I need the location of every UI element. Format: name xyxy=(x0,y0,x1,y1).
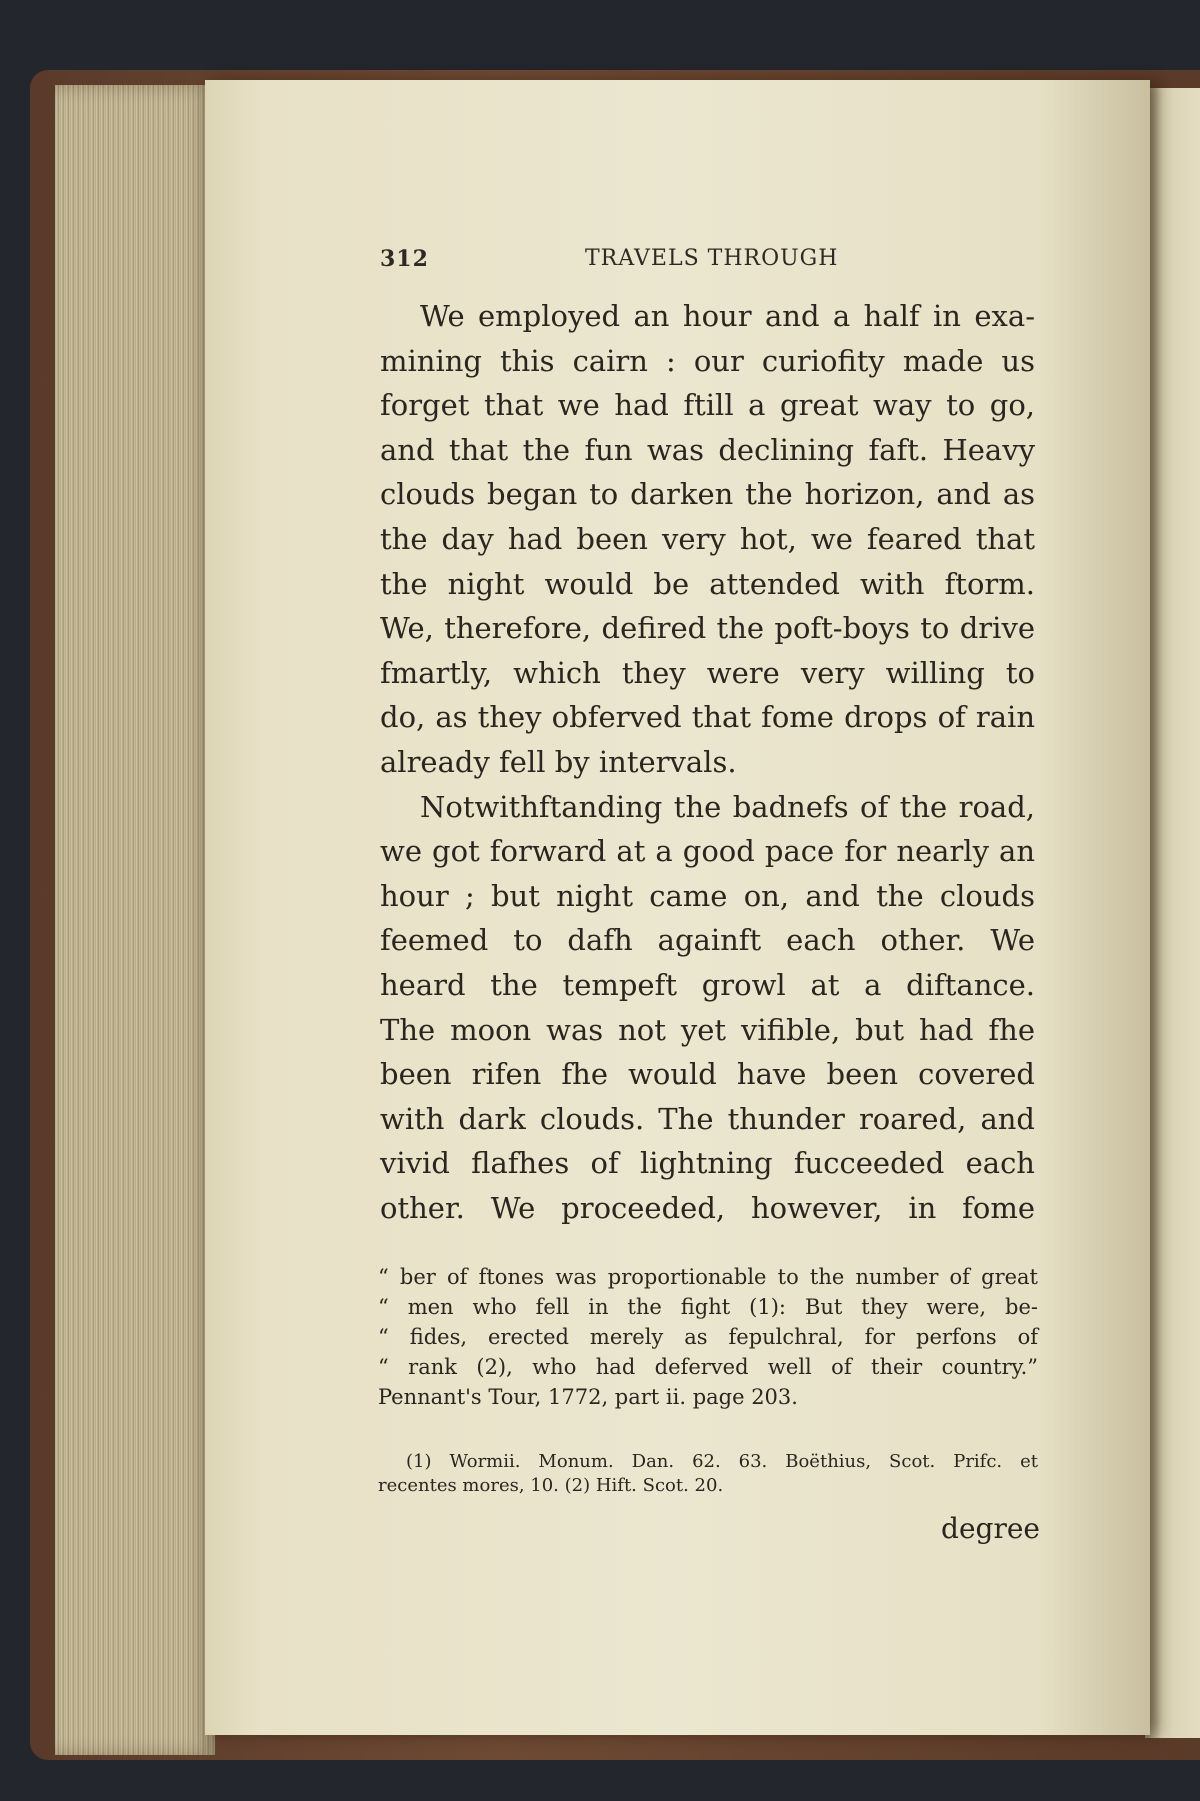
text-line: The moon was not yet vifible, but had fhe xyxy=(380,1012,1035,1047)
text-line: been rifen fhe would have been covered xyxy=(380,1057,1035,1092)
footnote-line: “ men who fell in the fight (1): But they were, be- xyxy=(378,1295,1038,1319)
footnote-line: “ fides, erected merely as fepulchral, for perfons of xyxy=(378,1325,1038,1349)
text-line: the day had been very hot, we feared that xyxy=(380,521,1035,556)
text-line: with dark clouds. The thunder roared, and xyxy=(380,1101,1035,1136)
text-line: other. We proceeded, however, in fome xyxy=(380,1190,1035,1225)
text-line: do, as they obferved that fome drops of rain xyxy=(380,700,1035,735)
text-line: mining this cairn : our curiofity made us xyxy=(380,343,1035,378)
text-line: Notwithftanding the badnefs of the road, xyxy=(420,789,1035,824)
text-line: and that the fun was declining faft. Heavy xyxy=(380,432,1035,467)
footnote-quote xyxy=(378,1262,1038,1412)
text-line: already fell by intervals. xyxy=(380,744,737,779)
page-header xyxy=(380,246,880,282)
page-edges xyxy=(55,85,215,1755)
footnote-citation: Pennant's Tour, 1772, part ii. page 203. xyxy=(378,1385,798,1409)
running-title: TRAVELS THROUGH xyxy=(585,246,839,271)
text-line: We employed an hour and a half in exa- xyxy=(420,299,1035,333)
text-line: We, therefore, defired the poft-boys to drive xyxy=(380,611,1035,646)
reference-notes xyxy=(378,1450,1038,1498)
text-line: hour ; but night came on, and the clouds xyxy=(380,878,1035,913)
page-number: 312 xyxy=(380,246,429,272)
text-line: fmartly, which they were very willing to xyxy=(380,655,1035,690)
text-line: the night would be attended with ftorm. xyxy=(380,566,1035,601)
reference-note: (1) Wormii. Monum. Dan. 62. 63. Boëthius, Scot. Prifc. et xyxy=(406,1451,1038,1472)
reference-note: recentes mores, 10. (2) Hift. Scot. 20. xyxy=(378,1475,724,1496)
text-line: heard the tempeft growl at a diftance. xyxy=(380,967,1035,1002)
text-line: clouds began to darken the horizon, and as xyxy=(380,477,1035,512)
catchword: degree xyxy=(941,1512,1040,1545)
footnote-line: “ rank (2), who had deferved well of their country.” xyxy=(378,1355,1038,1379)
text-line: vivid flafhes of lightning fucceeded each xyxy=(380,1146,1035,1181)
text-line: feemed to dafh againft each other. We xyxy=(380,923,1035,958)
text-line: forget that we had ftill a great way to go, xyxy=(380,388,1035,423)
facing-page-edge xyxy=(1145,88,1200,1738)
footnote-line: “ ber of ftones was proportionable to the number of great xyxy=(378,1265,1038,1289)
text-line: we got forward at a good pace for nearly an xyxy=(380,834,1035,869)
body-text xyxy=(380,294,1035,1230)
